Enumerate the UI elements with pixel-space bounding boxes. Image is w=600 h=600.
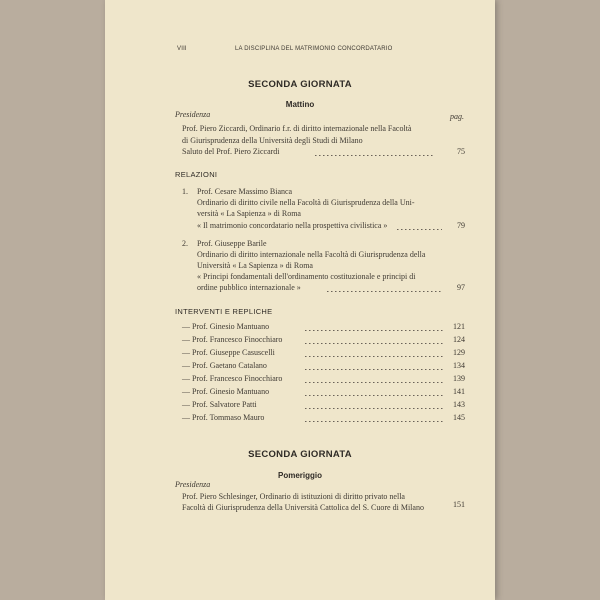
leader-dots (315, 155, 435, 156)
intervento-speaker: — Prof. Francesco Finocchiaro (182, 335, 283, 344)
leader-dots (397, 229, 442, 230)
page-number: 129 (453, 348, 465, 357)
pag-label: pag. (450, 112, 464, 121)
section-title-seconda-giornata-pomeriggio: SECONDA GIORNATA (248, 449, 352, 460)
intervento-speaker: — Prof. Ginesio Mantuano (182, 322, 270, 331)
session-mattino: Mattino (285, 100, 315, 109)
leader-dots (305, 421, 443, 422)
leader-dots (305, 369, 443, 370)
presidenza-label: Presidenza (175, 480, 211, 489)
section-title-interventi: INTERVENTI E REPLICHE (175, 307, 273, 316)
page-number: 151 (453, 500, 465, 509)
leader-dots (305, 408, 443, 409)
page-number: 97 (457, 283, 465, 292)
section-title-relazioni: RELAZIONI (175, 170, 218, 179)
intervento-speaker: — Prof. Tommaso Mauro (182, 413, 265, 422)
relazione-line: Ordinario di diritto internazionale nella Facoltà di Giurisprudenza della (197, 250, 426, 259)
presidenza-line: Prof. Piero Ziccardi, Ordinario f.r. di diritto internazionale nella Facoltà (182, 124, 412, 133)
presidenza-line: Prof. Piero Schlesinger, Ordinario di istituzioni di diritto privato nella (182, 492, 405, 501)
relazione-author: Prof. Giuseppe Barile (197, 239, 267, 248)
page-number: 141 (453, 387, 465, 396)
intervento-speaker: — Prof. Ginesio Mantuano (182, 387, 270, 396)
page-number: 121 (453, 322, 465, 331)
session-pomeriggio: Pomeriggio (277, 471, 322, 480)
relazione-title: ordine pubblico internazionale » (197, 283, 301, 292)
page-number: 145 (453, 413, 465, 422)
page-number: 75 (457, 147, 465, 156)
relazione-title: « Il matrimonio concordatario nella prospettiva civilistica » (197, 221, 388, 230)
relazione-number: 1. (182, 187, 188, 196)
relazione-number: 2. (182, 239, 188, 248)
relazione-author: Prof. Cesare Massimo Bianca (197, 187, 293, 196)
relazione-line: Università « La Sapienza » di Roma (197, 261, 313, 270)
leader-dots (327, 291, 442, 292)
presidenza-line: di Giurisprudenza della Università degli Studi di Milano (182, 136, 363, 145)
presidenza-line: Facoltà di Giurisprudenza della Università Cattolica del S. Cuore di Milano (182, 503, 424, 512)
header-running-title: LA DISCIPLINA DEL MATRIMONIO CONCORDATARIO (235, 46, 393, 52)
intervento-speaker: — Prof. Giuseppe Casuscelli (182, 348, 275, 357)
leader-dots (305, 395, 443, 396)
relazione-line: versità « La Sapienza » di Roma (197, 209, 301, 218)
header-page-number: VIII (177, 46, 187, 52)
page-number: 124 (453, 335, 465, 344)
relazione-line: Ordinario di diritto civile nella Facoltà di Giurisprudenza della Uni- (197, 198, 415, 207)
book-page (105, 0, 495, 600)
page-number: 143 (453, 400, 465, 409)
intervento-speaker: — Prof. Gaetano Catalano (182, 361, 267, 370)
page-number: 139 (453, 374, 465, 383)
page-number: 79 (457, 221, 465, 230)
section-title-seconda-giornata-mattino: SECONDA GIORNATA (248, 79, 352, 90)
leader-dots (305, 382, 443, 383)
page-number: 134 (453, 361, 465, 370)
leader-dots (305, 343, 443, 344)
intervento-speaker: — Prof. Salvatore Patti (182, 400, 257, 409)
intervento-speaker: — Prof. Francesco Finocchiaro (182, 374, 283, 383)
leader-dots (305, 330, 443, 331)
presidenza-line: Saluto del Prof. Piero Ziccardi (182, 147, 280, 156)
relazione-title: « Principi fondamentali dell'ordinamento costituzionale e principi di (197, 272, 416, 281)
leader-dots (305, 356, 443, 357)
presidenza-label: Presidenza (175, 110, 211, 119)
